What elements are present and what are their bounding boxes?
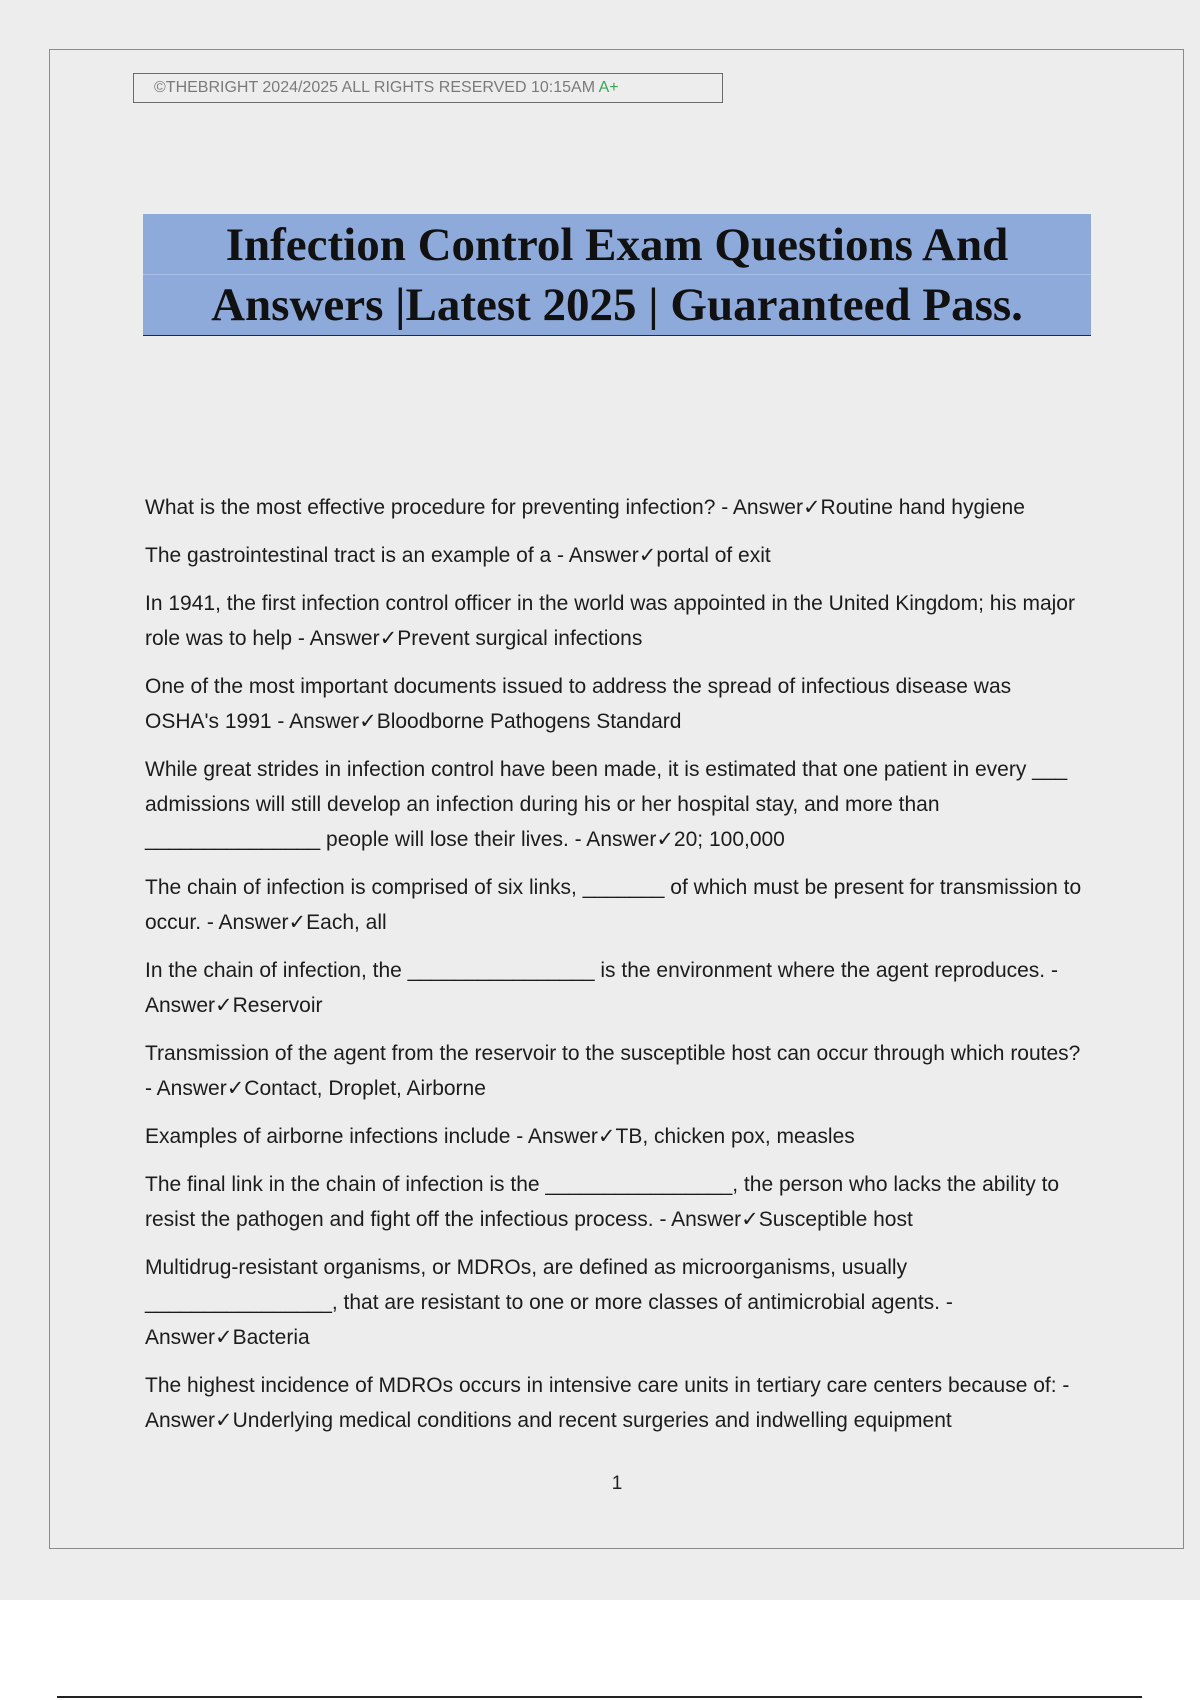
qa-item: Transmission of the agent from the reservoir to the susceptible host can occur through which routes? - Answer✓Contact, Droplet, Airborne: [145, 1042, 1081, 1100]
qa-item: The gastrointestinal tract is an example of a - Answer✓portal of exit: [145, 544, 771, 567]
qa-item: The final link in the chain of infection is the ________________, the person who lacks the ability to resist the pathogen and fight off the infectious process. - Answer✓Susceptible host: [145, 1173, 1060, 1231]
qa-item: While great strides in infection control have been made, it is estimated that one patient in every ___ admissions will still develop an infection during his or her hospital stay, and more than _______________ people will lose their lives. - Answer✓20; 100,000: [145, 758, 1068, 851]
qa-item: In the chain of infection, the ________________ is the environment where the agent reproduces. - Answer✓Reservoir: [145, 959, 1058, 1017]
qa-item: The highest incidence of MDROs occurs in intensive care units in tertiary care centers because of: - Answer✓Underlying medical conditions and recent surgeries and indwelling equipment: [145, 1374, 1070, 1432]
qa-item: Examples of airborne infections include - Answer✓TB, chicken pox, measles: [145, 1125, 855, 1148]
qa-item: One of the most important documents issued to address the spread of infectious disease was OSHA's 1991 - Answer✓Bloodborne Pathogens Standard: [145, 675, 1012, 733]
page-number: 1: [611, 1473, 623, 1494]
page-title-line-1: Infection Control Exam Questions And: [225, 219, 1009, 271]
question-answer-list: [145, 490, 1090, 1451]
copyright-header: [133, 73, 723, 103]
copyright-text: ©THEBRIGHT 2024/2025 ALL RIGHTS RESERVED 10:15AM: [154, 79, 596, 96]
next-page-rule: [57, 1696, 1142, 1698]
qa-item: Multidrug-resistant organisms, or MDROs, are defined as microorganisms, usually ________________, that are resistant to one or more classes of antimicrobial agents. - Answer✓Bacteria: [145, 1256, 953, 1349]
grade-badge: A+: [598, 79, 619, 96]
qa-item: The chain of infection is comprised of six links, _______ of which must be present for transmission to occur. - Answer✓Each, all: [145, 876, 1082, 934]
qa-item: In 1941, the first infection control officer in the world was appointed in the United Kingdom; his major role was to help - Answer✓Prevent surgical infections: [145, 592, 1075, 650]
qa-item: What is the most effective procedure for preventing infection? - Answer✓Routine hand hygiene: [145, 496, 1025, 519]
title-banner: [143, 214, 1091, 336]
page-title-line-2: Answers |Latest 2025 | Guaranteed Pass.: [211, 279, 1023, 331]
